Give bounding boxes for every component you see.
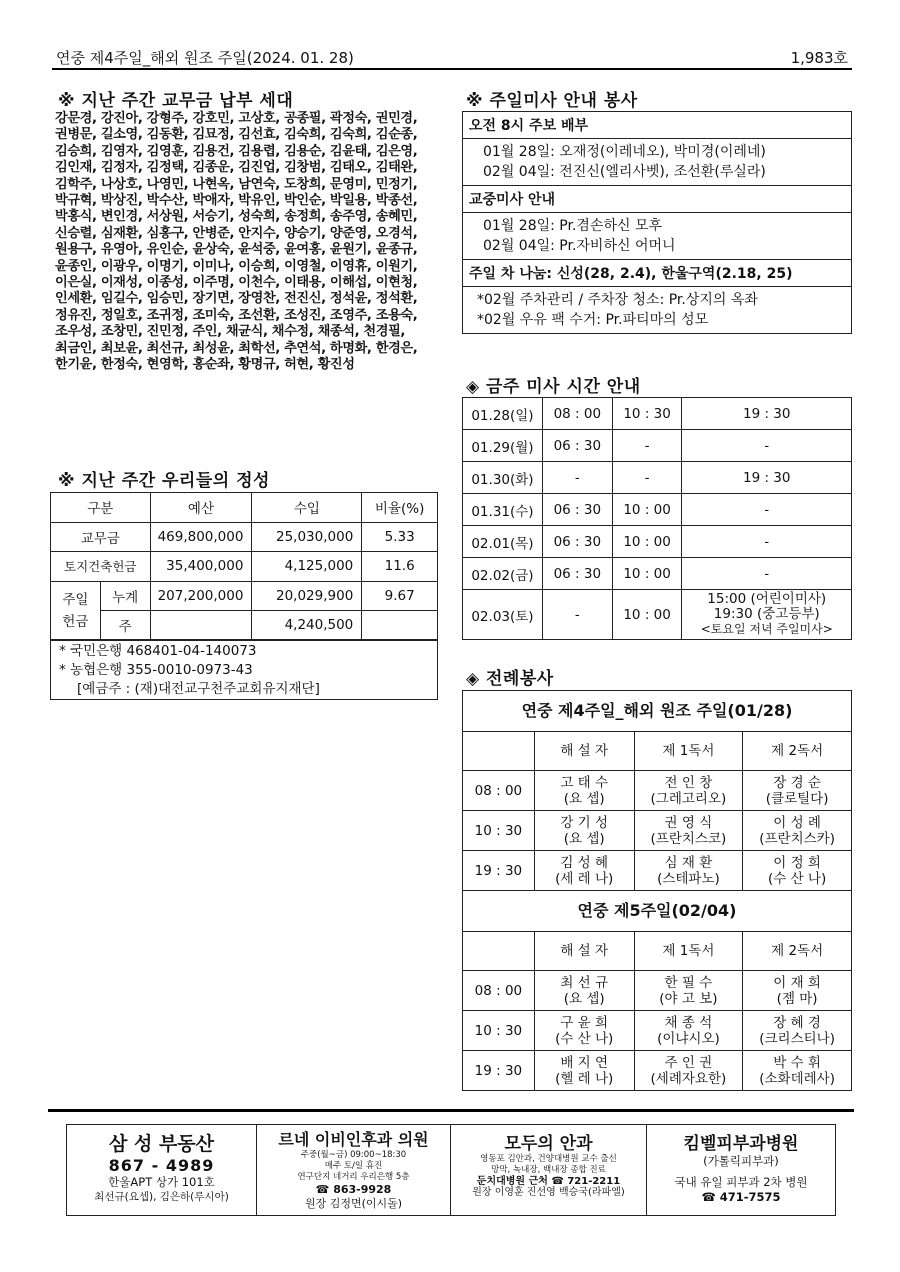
offering-header-budget: 예산 xyxy=(150,493,252,523)
table-row xyxy=(51,552,438,582)
baptismal-name: (젬 마) xyxy=(776,990,818,1007)
baptismal-name: (프란치스코) xyxy=(650,830,727,847)
person-cell xyxy=(634,851,743,891)
person-name: 배 지 연 xyxy=(560,1054,609,1071)
baptismal-name: (소화데레사) xyxy=(759,1070,835,1087)
budget-cell: 207,200,000 xyxy=(150,581,252,611)
ratio-cell: 9.67 xyxy=(362,581,438,611)
time-line: 19:30 (중고등부) xyxy=(713,606,820,622)
ratio-cell xyxy=(362,611,438,641)
person-cell xyxy=(534,851,634,891)
time-cell: - xyxy=(682,494,852,526)
duty-notes xyxy=(463,287,851,333)
budget-cell: 469,800,000 xyxy=(150,522,252,552)
person-name: 최 선 규 xyxy=(560,974,609,991)
liturgy-section-title: ◈ 전례봉사 xyxy=(466,669,554,689)
saturday-evening-cell xyxy=(682,590,852,640)
mass-guide-box xyxy=(462,111,852,334)
bulletin-distribution-title: 오전 8시 주보 배부 xyxy=(463,112,851,139)
weekly-mass-table xyxy=(462,397,852,640)
ad-phone: ☎ 471-7575 xyxy=(701,1190,781,1204)
ad-line: 연구단지 네거리 우리은행 5층 xyxy=(297,1172,410,1182)
time-cell: 10 : 00 xyxy=(612,558,682,590)
saturday-note: <토요일 저녁 주일미사> xyxy=(700,622,833,636)
income-cell: 4,125,000 xyxy=(252,552,362,582)
day-cell: 02.01(목) xyxy=(463,526,543,558)
ad-line: 한울APT 상가 101호 xyxy=(108,1175,215,1189)
offering-header-income: 수입 xyxy=(252,493,362,523)
person-name: 채 종 석 xyxy=(664,1014,713,1031)
baptismal-name: (요 셉) xyxy=(563,830,605,847)
list-item: *02월 주차관리 / 주차장 청소: Pr.상지의 옥좌 xyxy=(477,292,758,308)
person-cell xyxy=(534,771,634,811)
time-cell: 06 : 30 xyxy=(542,430,612,462)
table-row xyxy=(463,398,852,430)
ad-name: 삼 성 부동산 xyxy=(109,1133,214,1155)
sunday-label-line2: 헌금 xyxy=(62,613,89,630)
person-name: 전 인 창 xyxy=(664,774,713,791)
baptismal-name: (요 셉) xyxy=(563,990,605,1007)
person-cell xyxy=(534,1051,634,1091)
table-row xyxy=(463,732,852,771)
col-reading2: 제 2독서 xyxy=(743,932,852,971)
ad-dermatology xyxy=(647,1125,835,1215)
ratio-cell: 11.6 xyxy=(362,552,438,582)
baptismal-name: (이냐시오) xyxy=(657,1030,720,1047)
baptismal-name: (세례자요한) xyxy=(650,1070,727,1087)
time-line: 15:00 (어린이미사) xyxy=(707,591,827,607)
list-item: *02월 우유 팩 수거: Pr.파티마의 성모 xyxy=(477,312,709,328)
person-cell xyxy=(743,1011,852,1051)
ad-line: (가톨릭피부과) xyxy=(703,1154,779,1168)
list-item: 02월 04일: Pr.자비하신 어머니 xyxy=(483,238,676,254)
time-cell: 10 : 30 xyxy=(612,398,682,430)
day-cell: 02.03(토) xyxy=(463,590,543,640)
row-label: 교무금 xyxy=(51,522,151,552)
ad-name: 르네 이비인후과 의원 xyxy=(278,1130,429,1149)
income-cell: 25,030,000 xyxy=(252,522,362,552)
col-reading1: 제 1독서 xyxy=(634,732,743,771)
offering-table xyxy=(50,492,438,641)
ad-line: 주중(월~금) 09:00~18:30 xyxy=(300,1150,407,1160)
col-reading1: 제 1독서 xyxy=(634,932,743,971)
time-cell: 10 : 00 xyxy=(612,526,682,558)
issue-number: 1,983호 xyxy=(790,49,848,67)
person-name: 박 수 휘 xyxy=(773,1054,821,1071)
table-row xyxy=(463,891,852,932)
time-cell: 10 : 30 xyxy=(463,811,535,851)
person-name: 장 혜 경 xyxy=(773,1014,821,1031)
ad-line: 망막, 녹내장, 백내장 종합 진료 xyxy=(491,1165,606,1175)
offering-header-ratio: 비율(%) xyxy=(362,493,438,523)
person-cell xyxy=(634,771,743,811)
budget-cell xyxy=(150,611,252,641)
mass-guide-section-title: ※ 주일미사 안내 봉사 xyxy=(466,91,638,111)
bank-account-2: * 농협은행 355-0010-0973-43 xyxy=(59,662,253,678)
weekly-mass-section-title: ◈ 금주 미사 시간 안내 xyxy=(466,377,641,397)
dues-section-title: ※ 지난 주간 교무금 납부 세대 xyxy=(58,91,294,111)
time-cell: - xyxy=(682,558,852,590)
baptismal-name: (세 레 나) xyxy=(555,870,614,887)
baptismal-name: (헬 레 나) xyxy=(555,1070,614,1087)
col-commentator: 해 설 자 xyxy=(534,932,634,971)
person-name: 고 태 수 xyxy=(560,774,609,791)
ad-line: 원장 김정면(이시돌) xyxy=(304,1197,403,1210)
week2-title: 연중 제5주일(02/04) xyxy=(463,891,852,932)
table-row xyxy=(463,971,852,1011)
baptismal-name: (스테파노) xyxy=(657,870,720,887)
budget-cell: 35,400,000 xyxy=(150,552,252,582)
person-cell xyxy=(743,771,852,811)
day-cell: 01.31(수) xyxy=(463,494,543,526)
time-cell: 10 : 00 xyxy=(612,590,682,640)
time-cell: - xyxy=(682,526,852,558)
person-cell xyxy=(743,971,852,1011)
footer-divider xyxy=(48,1109,854,1112)
list-item: 02월 04일: 전진신(엘리사벳), 조선환(루실라) xyxy=(483,164,766,180)
income-cell: 4,240,500 xyxy=(252,611,362,641)
baptismal-name: (수 산 나) xyxy=(555,1030,614,1047)
person-name: 이 성 례 xyxy=(773,814,821,831)
table-row xyxy=(51,522,438,552)
baptismal-name: (그레고리오) xyxy=(650,790,727,807)
time-cell: - xyxy=(612,430,682,462)
col-commentator: 해 설 자 xyxy=(534,732,634,771)
person-name: 강 기 성 xyxy=(560,814,609,831)
bank-accounts xyxy=(50,639,438,700)
blank-header xyxy=(463,932,535,971)
baptismal-name: (클로틸다) xyxy=(765,790,829,807)
bulletin-distribution-list xyxy=(463,139,851,186)
row-label: 토지건축헌금 xyxy=(51,552,151,582)
bank-account-1: * 국민은행 468401-04-140073 xyxy=(59,643,257,659)
baptismal-name: (요 셉) xyxy=(563,790,605,807)
row-label: 누계 xyxy=(100,581,150,611)
baptismal-name: (야 고 보) xyxy=(659,990,718,1007)
page-header xyxy=(52,46,852,70)
person-name: 김 성 혜 xyxy=(560,854,609,871)
person-cell xyxy=(743,851,852,891)
table-row xyxy=(463,430,852,462)
table-row xyxy=(463,771,852,811)
time-cell: 08 : 00 xyxy=(463,971,535,1011)
person-cell xyxy=(634,1011,743,1051)
ad-line: 매주 토/일 휴진 xyxy=(324,1161,383,1171)
high-mass-guide-title: 교중미사 안내 xyxy=(463,186,851,213)
time-cell: 10 : 30 xyxy=(463,1011,535,1051)
baptismal-name: (프란치스카) xyxy=(759,830,835,847)
time-cell: 06 : 30 xyxy=(542,526,612,558)
table-row xyxy=(463,590,852,640)
time-cell: 06 : 30 xyxy=(542,494,612,526)
sunday-offering-label xyxy=(51,581,101,640)
time-cell: 08 : 00 xyxy=(542,398,612,430)
table-row xyxy=(463,558,852,590)
person-name: 권 영 식 xyxy=(664,814,713,831)
table-row xyxy=(463,811,852,851)
ad-line: 둔치대병원 근처 ☎ 721-2211 xyxy=(476,1176,621,1187)
time-cell: 06 : 30 xyxy=(542,558,612,590)
ad-name: 모두의 안과 xyxy=(504,1134,593,1154)
table-row xyxy=(463,1051,852,1091)
day-cell: 02.02(금) xyxy=(463,558,543,590)
ad-line: 최선규(요셉), 김은하(루시아) xyxy=(94,1191,229,1203)
offering-section-title: ※ 지난 주간 우리들의 정성 xyxy=(58,471,270,491)
time-cell: - xyxy=(542,590,612,640)
table-row xyxy=(463,462,852,494)
table-row xyxy=(51,611,438,641)
col-reading2: 제 2독서 xyxy=(743,732,852,771)
day-cell: 01.28(일) xyxy=(463,398,543,430)
person-name: 이 정 희 xyxy=(773,854,821,871)
sunday-label-line1: 주일 xyxy=(62,591,89,608)
ad-line: 영동포 김안과, 건양대병원 교수 출신 xyxy=(480,1154,617,1164)
row-label: 주 xyxy=(100,611,150,641)
ad-name: 킴벨피부과병원 xyxy=(683,1134,799,1154)
person-name: 주 인 권 xyxy=(664,1054,713,1071)
person-name: 이 재 희 xyxy=(773,974,821,991)
time-cell: - xyxy=(612,462,682,494)
table-row xyxy=(463,691,852,732)
list-item: 01월 28일: 오재정(이레네오), 박미경(이레네) xyxy=(483,144,766,160)
person-cell xyxy=(534,971,634,1011)
person-name: 한 필 수 xyxy=(664,974,713,991)
issue-title: 연중 제4주일_해외 원조 주일(2024. 01. 28) xyxy=(56,49,354,67)
table-row xyxy=(463,526,852,558)
income-cell: 20,029,900 xyxy=(252,581,362,611)
baptismal-name: (크리스티나) xyxy=(759,1030,835,1047)
high-mass-guide-list xyxy=(463,213,851,260)
time-cell: 19 : 30 xyxy=(682,398,852,430)
offering-header-category: 구분 xyxy=(51,493,151,523)
ad-line: 국내 유일 피부과 2차 병원 xyxy=(674,1175,808,1189)
ad-eye-clinic xyxy=(451,1125,647,1215)
person-cell xyxy=(743,1051,852,1091)
ad-phone: 867 - 4989 xyxy=(108,1156,215,1175)
account-holder: [예금주 : (재)대전교구천주교회유지재단] xyxy=(77,681,320,697)
time-cell: 19 : 30 xyxy=(463,1051,535,1091)
person-cell xyxy=(634,1051,743,1091)
person-cell xyxy=(634,971,743,1011)
ad-ent-clinic xyxy=(257,1125,451,1215)
ad-phone: ☎ 863-9928 xyxy=(315,1183,392,1196)
table-row xyxy=(463,1011,852,1051)
advertisement-strip xyxy=(66,1124,836,1216)
person-cell xyxy=(634,811,743,851)
time-cell: - xyxy=(542,462,612,494)
table-row xyxy=(463,932,852,971)
table-row xyxy=(463,851,852,891)
day-cell: 01.30(화) xyxy=(463,462,543,494)
list-item: 01월 28일: Pr.겸손하신 모후 xyxy=(483,218,663,234)
person-cell xyxy=(534,1011,634,1051)
time-cell: 08 : 00 xyxy=(463,771,535,811)
liturgy-table xyxy=(462,690,852,1091)
person-name: 장 경 순 xyxy=(773,774,821,791)
car-share-line: 주일 차 나눔: 신성(28, 2.4), 한울구역(2.18, 25) xyxy=(463,260,851,287)
person-cell xyxy=(743,811,852,851)
blank-header xyxy=(463,732,535,771)
table-row xyxy=(51,493,438,523)
person-cell xyxy=(534,811,634,851)
table-row xyxy=(51,581,438,611)
dues-names-list: 강문경, 강진아, 강형주, 강호민, 고상호, 공종필, 곽정숙, 권민경, 권병문, 길소영, 김동환, 김묘정, 김선효, 김숙희, 김숙희, 김순종, 김승희, 김영자, 김영훈, 김용건, 김용렵, 김용순, 김윤태, 김은영, 김인재, 김정자, 김정택, 김종운, 김진업, 김창범, 김태오, 김태완, 김학주, 나상호, 나영민, 나현옥, 남연숙, 도창희, 문영미, 민정기, 박규혁, 박상진, 박수산, 박애자, 박유인, 박인순, 박일용, 박종선, 박홍식, 변인경, 서상원, 서승기, 성숙희, 송정희, 송주영, 송혜민, 신승렬, 심재환, 심홍구, 안병준, 안지수, 양승기, 양준영, 오경석, 원용구, 유영아, 유인순, 윤상숙, 윤석중, 윤여홍, 윤원기, 윤종규, 윤종인, 이광우, 이명기, 이미나, 이승희, 이영철, 이영휴, 이원기, 이은실, 이재성, 이종성, 이주명, 이천수, 이태용, 이해섭, 이현청, 인세환, 임길수, 임승민, 장기면, 장영찬, 전진신, 정석윤, 정석환, 정유진, 정일호, 조귀정, 조미숙, 조선환, 조성진, 조영주, 조용숙, 조우성, 조창민, 진민정, 주인, 채균식, 채수정, 채종석, 천경필, 최금인, 최보윤, 최선규, 최성윤, 최학선, 추연석, 하명화, 한경은, 한기윤, 한정숙, 현영학, 홍순좌, 황명규, 허현, 황진성 xyxy=(55,111,418,373)
time-cell: 19 : 30 xyxy=(682,462,852,494)
day-cell: 01.29(월) xyxy=(463,430,543,462)
week1-title: 연중 제4주일_해외 원조 주일(01/28) xyxy=(463,691,852,732)
baptismal-name: (수 산 나) xyxy=(768,870,827,887)
time-cell: 10 : 00 xyxy=(612,494,682,526)
ad-real-estate xyxy=(67,1125,257,1215)
time-cell: 19 : 30 xyxy=(463,851,535,891)
ratio-cell: 5.33 xyxy=(362,522,438,552)
ad-line: 원장 이영훈 진선영 백승국(라파엘) xyxy=(472,1187,625,1198)
person-name: 구 윤 희 xyxy=(560,1014,609,1031)
person-name: 심 재 환 xyxy=(664,854,713,871)
table-row xyxy=(463,494,852,526)
time-cell: - xyxy=(682,430,852,462)
